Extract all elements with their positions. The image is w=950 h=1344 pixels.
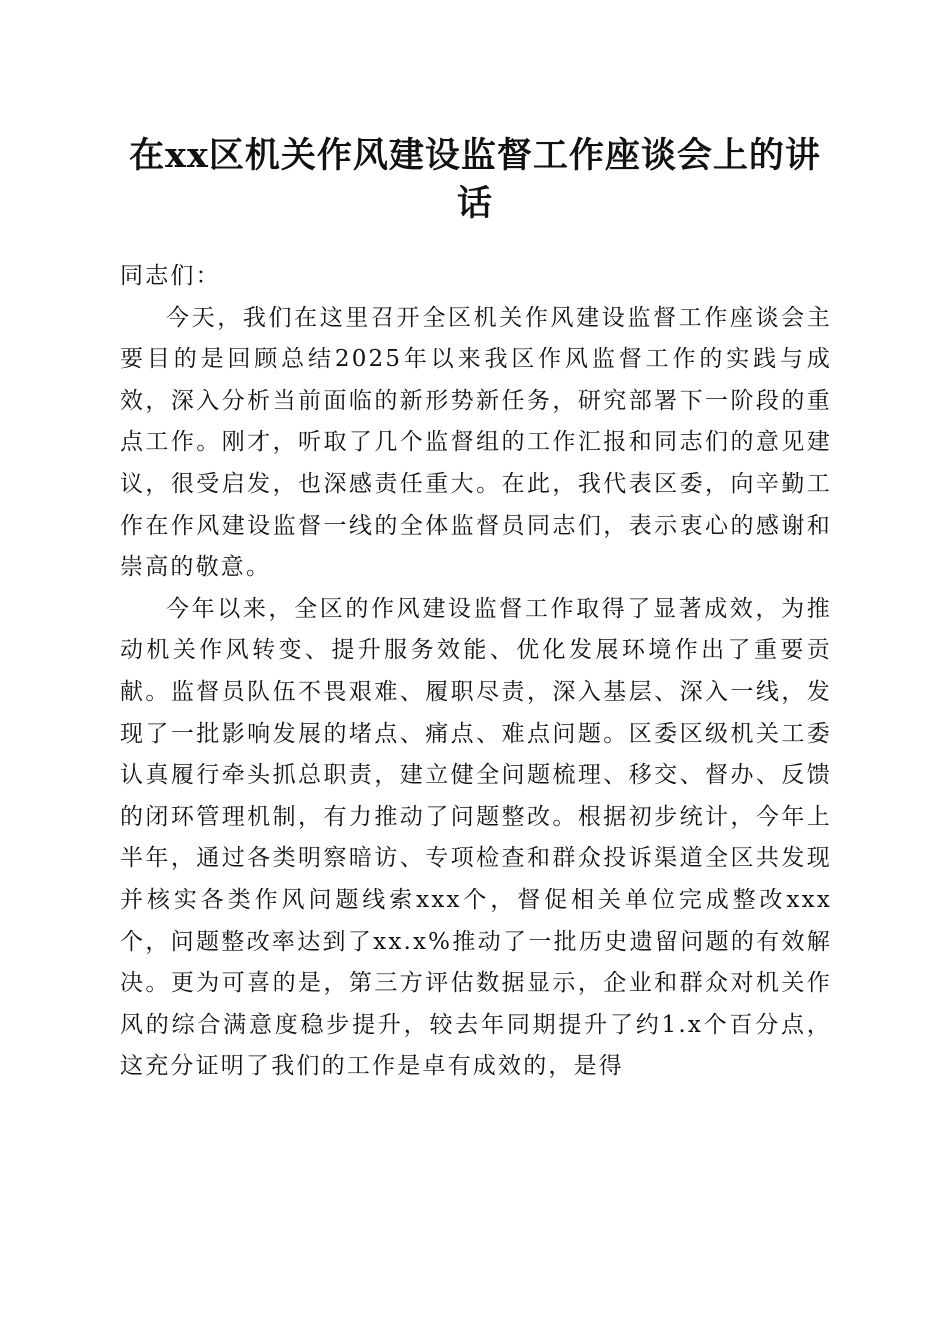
salutation: 同志们： <box>120 263 221 289</box>
title-line-1: 在xx区机关作风建设监督工作座谈会上的讲 <box>129 135 821 176</box>
paragraph-1: 今天，我们在这里召开全区机关作风建设监督工作座谈会主要目的是回顾总结2025年以来我区作风监督工作的实践与成效，深入分析当前面临的新形势新任务，研究部署下一阶段的重点工作。刚才，听取了几个监督组的工作汇报和同志们的意见建议，很受启发，也深感责任重大。在此，我代表区委，向辛勤工作在作风建设监督一线的全体监督员同志们，表示衷心的感谢和崇高的敬意。 <box>120 304 832 581</box>
document-body <box>120 256 832 1088</box>
paragraph-2: 今年以来，全区的作风建设监督工作取得了显著成效，为推动机关作风转变、提升服务效能、优化发展环境作出了重要贡献。监督员队伍不畏艰难、履职尽责，深入基层、深入一线，发现了一批影响发展的堵点、痛点、难点问题。区委区级机关工委认真履行牵头抓总职责，建立健全问题梳理、移交、督办、反馈的闭环管理机制，有力推动了问题整改。根据初步统计，今年上半年，通过各类明察暗访、专项检查和群众投诉渠道全区共发现并核实各类作风问题线索xxx个，督促相关单位完成整改xxx个，问题整改率达到了xx.x%推动了一批历史遗留问题的有效解决。更为可喜的是，第三方评估数据显示，企业和群众对机关作风的综合满意度稳步提升，较去年同期提升了约1.x个百分点，这充分证明了我们的工作是卓有成效的，是得 <box>120 595 832 1080</box>
title-line-2: 话 <box>456 183 493 224</box>
document-title <box>110 132 840 228</box>
